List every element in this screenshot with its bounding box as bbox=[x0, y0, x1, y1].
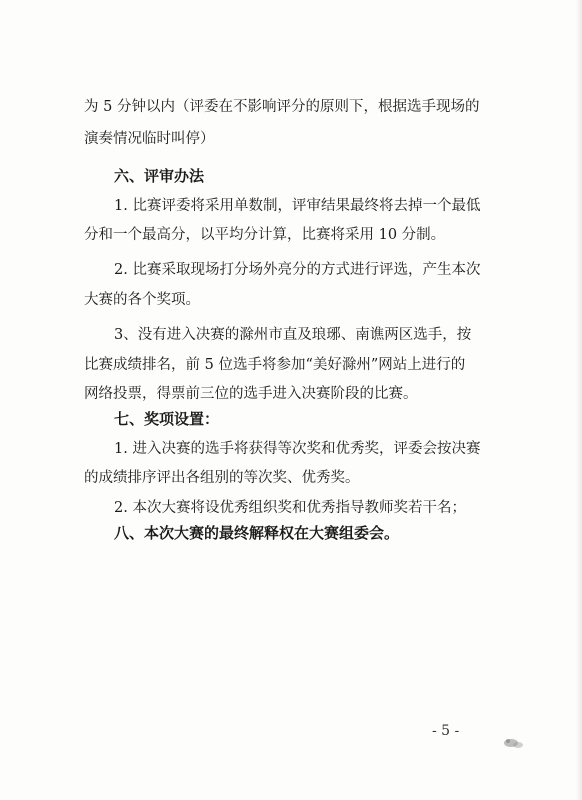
ink-smudge bbox=[502, 735, 526, 751]
section-heading-awards: 七、奖项设置： bbox=[114, 410, 220, 428]
paragraph-line: 1. 进入决赛的选手将获得等次奖和优秀奖，评委会按决赛 bbox=[114, 441, 481, 457]
paragraph-line: 3、没有进入决赛的滁州市直及琅琊、南谯两区选手，按 bbox=[114, 327, 472, 343]
paragraph-line: 的成绩排序评出各组别的等次奖、优秀奖。 bbox=[84, 470, 360, 486]
paragraph-line: 比赛成绩排名，前 5 位选手将参加“美好滁州”网站上进行的 bbox=[84, 357, 466, 373]
paragraph-line: 为 5 分钟以内（评委在不影响评分的原则下，根据选手现场的 bbox=[84, 99, 480, 115]
section-heading-review-method: 六、评审办法 bbox=[114, 167, 205, 185]
paragraph-line: 网络投票，得票前三位的选手进入决赛阶段的比赛。 bbox=[84, 386, 418, 402]
page-number: - 5 - bbox=[432, 723, 460, 739]
paragraph-line: 1. 比赛评委将采用单数制，评审结果最终将去掉一个最低 bbox=[114, 198, 481, 214]
paragraph-line: 2. 本次大赛将设优秀组织奖和优秀指导教师奖若干名； bbox=[114, 500, 466, 516]
paragraph-line: 演奏情况临时叫停） bbox=[84, 131, 215, 147]
paragraph-line: 2. 比赛采取现场打分场外亮分的方式进行评选，产生本次 bbox=[114, 262, 481, 278]
paragraph-line: 分和一个最高分，以平均分计算，比赛将采用 10 分制。 bbox=[84, 227, 446, 243]
section-heading-interpretation: 八、本次大赛的最终解释权在大赛组委会。 bbox=[114, 524, 400, 542]
paragraph-line: 大赛的各个奖项。 bbox=[84, 292, 200, 308]
